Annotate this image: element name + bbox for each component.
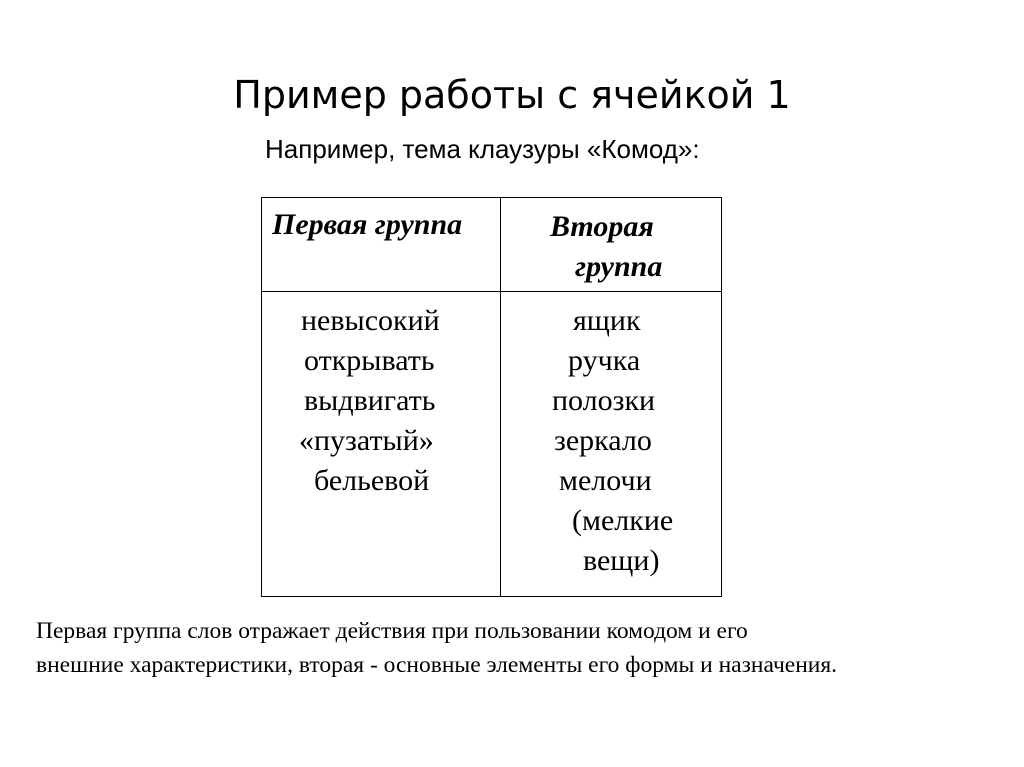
conclusion-paragraph	[36, 614, 837, 682]
second-group-word: ящик	[573, 304, 641, 337]
second-group-word: (мелкие	[572, 504, 674, 537]
conclusion-line-2: внешние характеристики, вторая - основные элементы его формы и назначения.	[36, 652, 838, 678]
table-column-divider	[500, 198, 501, 596]
second-group-word: ручка	[568, 344, 641, 377]
second-group-word: вещи)	[583, 544, 660, 577]
first-group-word: бельевой	[314, 464, 430, 497]
table-header-divider	[262, 291, 721, 292]
slide-title: Пример работы с ячейкой 1	[233, 73, 791, 117]
table-header-second-group-line2: группа	[575, 250, 663, 283]
first-group-word: невысокий	[301, 304, 440, 337]
second-group-word: зеркало	[554, 424, 652, 457]
second-group-word: полозки	[552, 384, 656, 417]
word-groups-table	[261, 197, 722, 597]
slide-subtitle: Например, тема клаузуры «Комод»:	[265, 134, 700, 164]
first-group-word: открывать	[304, 344, 435, 377]
table-header-second-group-line1: Вторая	[550, 210, 654, 243]
second-group-word: мелочи	[559, 464, 652, 497]
table-header-first-group: Первая группа	[272, 208, 463, 241]
first-group-word: выдвигать	[304, 384, 436, 417]
conclusion-line-1: Первая группа слов отражает действия при пользовании комодом и его	[36, 618, 748, 644]
first-group-word: «пузатый»	[299, 424, 434, 457]
